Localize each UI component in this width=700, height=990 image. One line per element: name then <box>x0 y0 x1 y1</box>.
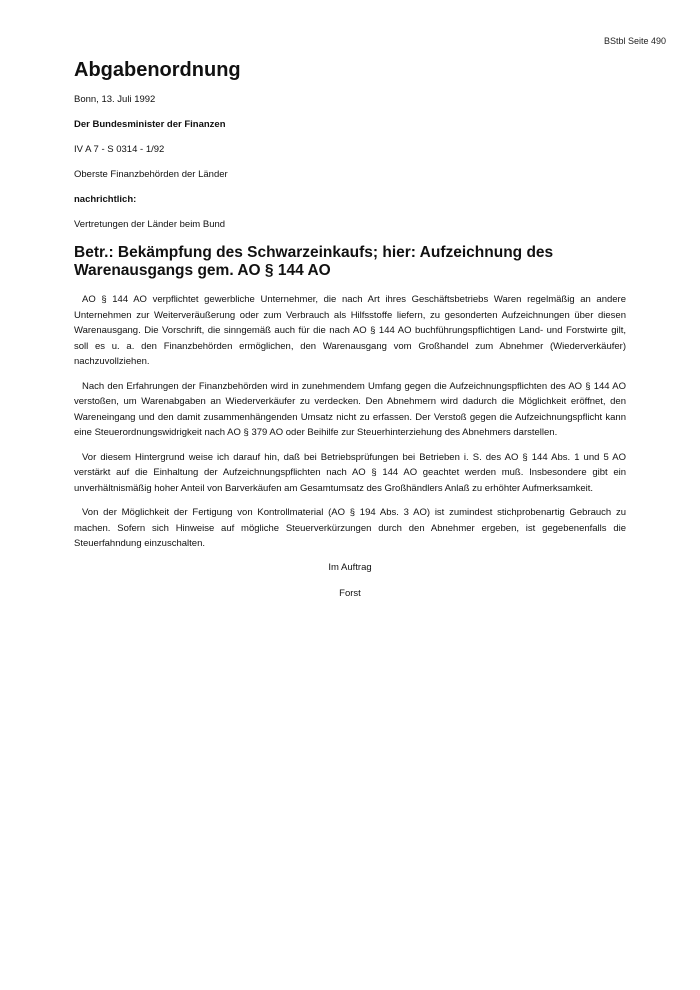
recipient: Oberste Finanzbehörden der Länder <box>74 169 228 180</box>
body-paragraph-2: Nach den Erfahrungen der Finanzbehörden wird in zunehmendem Umfang gegen die Aufzeichnungspflichten des AO § 144 AO verstoßen, um Warenabgaben an Wiederverkäufer zu verdecken. Den Abnehmern wird dadurch die Möglichkeit eröffnet, den Wareneingang und den damit zusammenhängenden Umsatz nicht zu erfassen. Der Verstoß gegen die Aufzeichnungspflicht kann eine Steuerordnungswidrigkeit nach AO § 379 AO oder Beihilfe zur Steuerhinterziehung des Abnehmers darstellen. <box>74 380 626 438</box>
body-paragraph-4: Von der Möglichkeit der Fertigung von Kontrollmaterial (AO § 194 Abs. 3 AO) ist zumindest stichprobenartig Gebrauch zu machen. Sofern sich Hinweise auf mögliche Steuerverkürzungen durch den Abnehmer ergeben, ist gegebenenfalls die Steuerfahndung einzuschalten. <box>74 507 626 549</box>
body-paragraph-1: AO § 144 AO verpflichtet gewerbliche Unternehmer, die nach Art ihres Geschäftsbetriebs Waren regelmäßig an andere Unternehmen zur Weiterveräußerung oder zum Verbrauch als Hilfsstoffe liefern, zu gesonderten Aufzeichnungen über diesen Warenausgang. Die Vorschrift, die sinngemäß auch für die nach AO § 144 AO buchführungspflichtigen Land- und Forstwirte gilt, soll es u. a. den Finanzbehörden ermöglichen, den Warenausgang vom Großhandel zum Abnehmer (Wiederverkäufer) nachzuvollziehen. <box>74 294 626 367</box>
issuer: Der Bundesminister der Finanzen <box>74 119 226 130</box>
date-place: Bonn, 13. Juli 1992 <box>74 94 156 105</box>
reference-number: IV A 7 - S 0314 - 1/92 <box>74 144 165 155</box>
document-title: Abgabenordnung <box>74 59 241 81</box>
signatory-name: Forst <box>339 587 361 599</box>
signature-block <box>74 562 626 600</box>
cc-label: nachrichtlich: <box>74 194 137 205</box>
page-reference: BStbl Seite 490 <box>603 36 666 46</box>
document-body <box>74 58 626 614</box>
cc-recipient: Vertretungen der Länder beim Bund <box>74 219 226 230</box>
body-paragraph-3: Vor diesem Hintergrund weise ich darauf hin, daß bei Betriebsprüfungen bei Betrieben i. S. des AO § 144 Abs. 1 und 5 AO verstärkt auf die Einhaltung der Aufzeichnungspflichten nach AO § 144 AO geachtet werden muß. Insbesondere gibt ein unverhältnismäßig hoher Anteil von Barverkäufen am Gesamtumsatz des Großhändlers Anlaß zu erhöhter Aufmerksamkeit. <box>74 451 626 494</box>
signature-phrase: Im Auftrag <box>328 561 372 573</box>
subject-heading: Betr.: Bekämpfung des Schwarzeinkaufs; hier: Aufzeichnung des Warenausgangs gem. AO § 144 AO <box>74 244 554 279</box>
